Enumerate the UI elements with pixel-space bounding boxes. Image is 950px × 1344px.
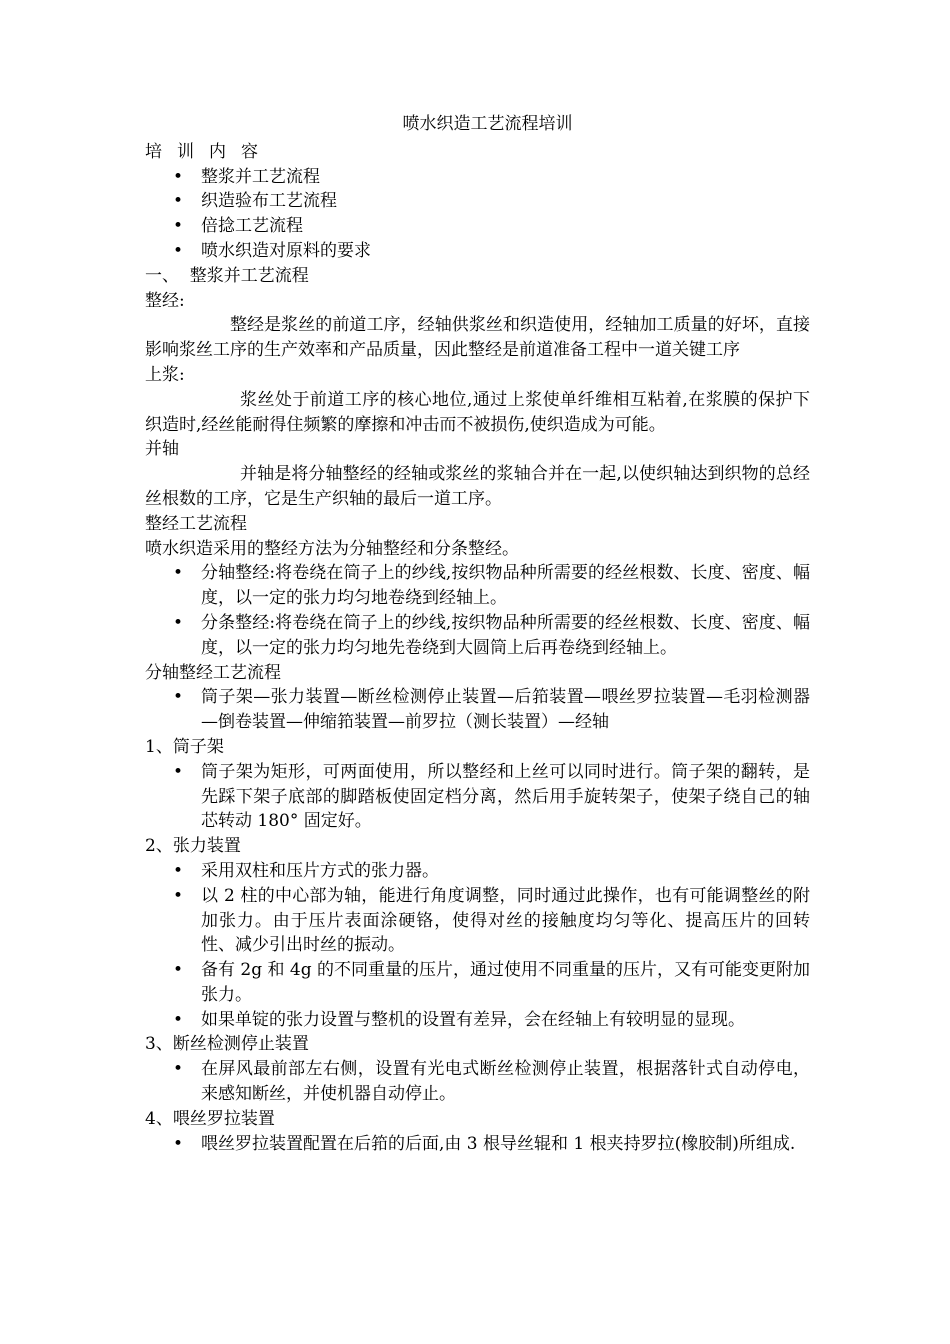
list-item: • 织造验布工艺流程 (145, 189, 810, 214)
warping-paragraph: 整经是浆丝的前道工序，经轴供浆丝和织造使用，经轴加工质量的好坏，直接影响浆丝工序的生产效率和产品质量，因此整经是前道准备工程中一道关键工序 (145, 315, 810, 361)
tension-list (145, 859, 810, 1033)
warping-process-heading: 整经工艺流程 (145, 513, 247, 534)
methods-list (145, 561, 810, 660)
list-item: • 倍捻工艺流程 (145, 214, 810, 239)
list-item: • 备有 2g 和 4g 的不同重量的压片，通过使用不同重量的压片，又有可能变更附加张力。 (173, 960, 811, 1005)
sizing-label: 上浆: (145, 364, 185, 385)
list-item: • 分轴整经:将卷绕在筒子上的纱线,按织物品种所需要的经丝根数、长度、密度、幅度，以一定的张力均匀地卷绕到经轴上。 (173, 563, 810, 609)
list-item: • 如果单锭的张力设置与整机的设置有差异，会在经轴上有较明显的显现。 (145, 1008, 810, 1033)
document-title: 喷水织造工艺流程培训 (402, 114, 573, 134)
contents-list (145, 165, 810, 264)
beaming-label: 并轴 (145, 439, 179, 460)
list-item: • 喷水织造对原料的要求 (145, 239, 810, 264)
bullet-icon: • (173, 563, 184, 584)
bullet-icon: • (173, 761, 184, 782)
bullet-icon: • (173, 166, 184, 187)
warping-methods-text: 喷水织造采用的整经方法为分轴整经和分条整经。 (145, 538, 519, 559)
sectional-steps-list (145, 685, 810, 735)
bullet-icon: • (173, 240, 184, 261)
beaming-paragraph: 并轴是将分轴整经的经轴或浆丝的浆轴合并在一起,以使织轴达到织物的总经丝根数的工序，它是生产织轴的最后一道工序。 (145, 464, 810, 509)
feed-list (145, 1132, 810, 1157)
bullet-icon: • (173, 1133, 184, 1154)
feed-heading: 4、喂丝罗拉装置 (145, 1108, 275, 1129)
creel-heading: 1、筒子架 (145, 736, 224, 757)
breakage-heading: 3、断丝检测停止装置 (145, 1034, 309, 1055)
list-item: • 整浆并工艺流程 (145, 165, 810, 190)
list-item: • 筒子架为矩形，可两面使用，所以整经和上丝可以同时进行。筒子架的翻转，是先踩下架子底部的脚踏板使固定档分离，然后用手旋转架子，使架子绕自己的轴芯转动 180° 固定好。 (173, 761, 810, 832)
section-heading: 一、 整浆并工艺流程 (145, 265, 309, 286)
breakage-list (145, 1057, 810, 1107)
document-page (145, 112, 810, 1156)
list-item: • 分条整经:将卷绕在筒子上的纱线,按织物品种所需要的经丝根数、长度、密度、幅度，以一定的张力均匀地先卷绕到大圆筒上后再卷绕到经轴上。 (173, 612, 810, 658)
list-item: • 以 2 柱的中心部为轴，能进行角度调整，同时通过此操作，也有可能调整丝的附加张力。由于压片表面涂硬铬，使得对丝的接触度均匀等化、提高压片的回转性、减少引出时丝的振动。 (173, 885, 810, 956)
bullet-icon: • (173, 1009, 184, 1030)
sectional-process-heading: 分轴整经工艺流程 (145, 662, 281, 683)
bullet-icon: • (173, 1059, 184, 1080)
contents-heading: 培训内容 (145, 141, 273, 162)
list-item: • 喂丝罗拉装置配置在后筘的后面,由 3 根导丝辊和 1 根夹持罗拉(橡胶制)所组成. (145, 1132, 810, 1157)
list-item: • 在屏风最前部左右侧，设置有光电式断丝检测停止装置，根据落针式自动停电，来感知断丝，并使机器自动停止。 (173, 1059, 810, 1105)
warping-label: 整经: (145, 290, 185, 311)
bullet-icon: • (173, 216, 184, 237)
bullet-icon: • (173, 191, 184, 212)
sizing-paragraph: 浆丝处于前道工序的核心地位,通过上浆使单纤维相互粘着,在浆膜的保护下织造时,经丝能耐得住频繁的摩擦和冲击而不被损伤,使织造成为可能。 (145, 389, 810, 435)
bullet-icon: • (173, 687, 184, 708)
tension-heading: 2、张力装置 (145, 836, 241, 857)
list-item: • 筒子架—张力装置—断丝检测停止装置—后筘装置—喂丝罗拉装置—毛羽检测器—倒卷装置—伸缩筘装置—前罗拉（测长装置）—经轴 (173, 687, 810, 733)
bullet-icon: • (173, 612, 184, 633)
bullet-icon: • (173, 860, 184, 881)
bullet-icon: • (173, 885, 184, 906)
bullet-icon: • (173, 960, 184, 981)
list-item: • 采用双柱和压片方式的张力器。 (145, 859, 810, 884)
creel-list (145, 760, 810, 834)
